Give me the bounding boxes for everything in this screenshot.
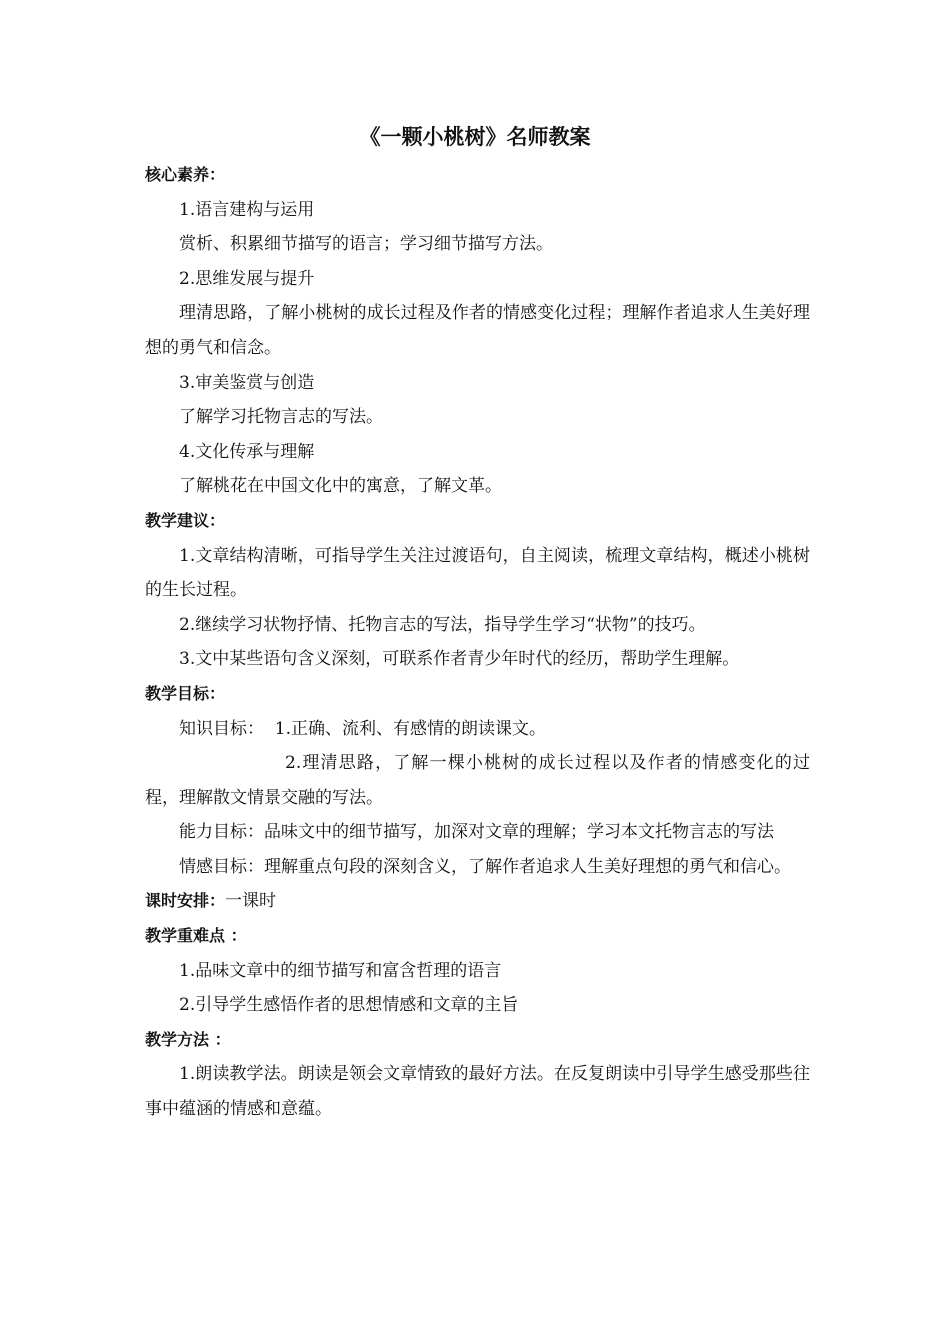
ability-goal: 能力目标：品味文中的细节描写，加深对文章的理解；学习本文托物言志的写法 [179, 822, 774, 843]
document-title: 《一颗小桃树》名师教案 [359, 125, 591, 149]
schedule-line [145, 884, 810, 919]
core-item: 1.语言建构与运用 [179, 199, 315, 220]
schedule-heading: 课时安排： [145, 891, 226, 911]
emotion-goal: 情感目标：理解重点句段的深刻含义，了解作者追求人生美好理想的勇气和信心。 [179, 856, 791, 877]
teaching-methods-heading: 教学方法 ： [145, 1029, 231, 1049]
teaching-goals-heading: 教学目标： [145, 683, 226, 703]
core-item: 赏析、积累细节描写的语言；学习细节描写方法。 [179, 234, 553, 255]
key-point-item: 1.品味文章中的细节描写和富含哲理的语言 [179, 960, 502, 981]
key-points-heading: 教学重难点 ： [145, 926, 247, 946]
schedule-value: 一课时 [225, 891, 277, 912]
core-item: 4.文化传承与理解 [179, 441, 315, 462]
core-literacy-heading: 核心素养： [145, 165, 226, 184]
core-item: 2.思维发展与提升 [179, 268, 315, 289]
core-item: 3.审美鉴赏与创造 [179, 372, 315, 393]
method-item: 1.朗读教学法。朗读是领会文章情致的最好方法。在反复朗读中引导学生感受那些往事中蕴涵的情感和意蕴。 [145, 1064, 810, 1120]
suggestion-item: 2.继续学习状物抒情、托物言志的写法，指导学生学习“状物”的技巧。 [179, 614, 706, 635]
key-point-item: 2.引导学生感悟作者的思想情感和文章的主旨 [179, 995, 519, 1016]
knowledge-goal-2: 2.理清思路，了解一棵小桃树的成长过程以及作者的情感变化的过程，理解散文情景交融的写法。 [145, 753, 810, 808]
core-item: 了解桃花在中国文化中的寓意，了解文革。 [179, 476, 502, 497]
document-body [145, 158, 810, 1127]
core-item: 了解学习托物言志的写法。 [179, 407, 383, 428]
suggestion-item: 3.文中某些语句含义深刻，可联系作者青少年时代的经历，帮助学生理解。 [179, 649, 740, 670]
core-item: 理清思路，了解小桃树的成长过程及作者的情感变化过程；理解作者追求人生美好理想的勇气和信念。 [145, 303, 810, 358]
knowledge-goal-1: 知识目标： 1.正确、流利、有感情的朗读课文。 [179, 718, 547, 739]
suggestion-item: 1.文章结构清晰，可指导学生关注过渡语句，自主阅读，梳理文章结构，概述小桃树的生长过程。 [145, 545, 810, 601]
teaching-suggestions-heading: 教学建议： [145, 510, 226, 530]
